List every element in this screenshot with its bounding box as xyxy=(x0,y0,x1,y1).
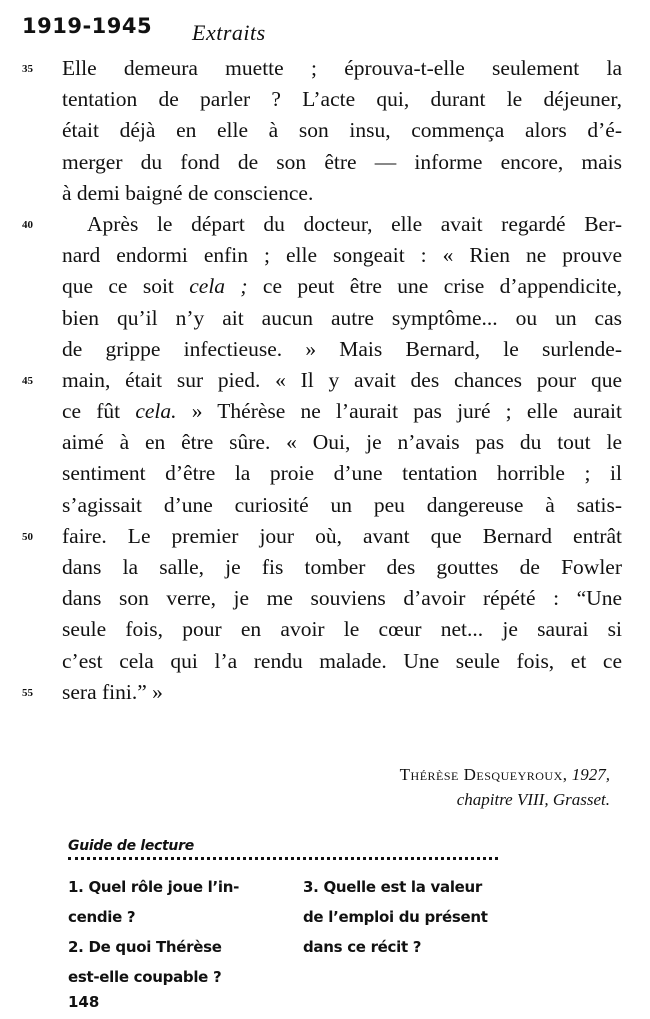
text-line xyxy=(62,583,622,614)
line-number: 35 xyxy=(22,63,33,75)
text-line xyxy=(62,396,622,427)
text-fragment: bien qu’il n’y ait aucun autre symptôme... ou un cas xyxy=(62,305,622,330)
guide-question-line: 3. Quelle est la valeur xyxy=(303,878,483,896)
text-fragment: Elle demeura muette ; éprouva-t-elle seulement la xyxy=(62,56,622,80)
guide-questions-right xyxy=(303,872,488,962)
source-citation xyxy=(400,762,610,812)
italic-fragment: cela. xyxy=(135,399,177,424)
text-fragment: Après le départ du docteur, elle avait regardé Ber- xyxy=(87,211,622,236)
text-fragment: ce peut être une crise d’appendicite, xyxy=(247,274,623,299)
source-work-line xyxy=(400,762,610,787)
text-line xyxy=(62,646,622,677)
text-fragment: aimé à en être sûre. « Oui, je n’avais pas du tout le xyxy=(62,430,622,455)
guide-question-line: est-elle coupable ? xyxy=(68,968,222,986)
text-fragment: de grippe infectieuse. » Mais Bernard, le surlende- xyxy=(62,336,622,361)
line-number: 55 xyxy=(22,686,33,699)
text-line xyxy=(62,271,622,302)
header-years: 1919-1945 xyxy=(22,14,153,38)
guide-question-line: 2. De quoi Thérèse xyxy=(68,938,222,956)
text-fragment: sentiment d’être la proie d’une tentation horrible ; il xyxy=(62,461,622,486)
guide-question-line: cendie ? xyxy=(68,908,136,926)
text-line xyxy=(62,240,622,271)
text-fragment: dans son verre, je me souviens d’avoir répété : “Une xyxy=(62,586,622,611)
text-line xyxy=(62,178,622,209)
text-fragment: c’est cela qui l’a rendu malade. Une seule fois, et ce xyxy=(62,648,622,673)
text-line xyxy=(22,53,622,84)
text-fragment: main, était sur pied. « Il y avait des chances pour que xyxy=(62,367,622,392)
line-number: 50 xyxy=(22,530,33,543)
guide-title: Guide de lecture xyxy=(68,838,194,854)
text-fragment: dans la salle, je fis tomber des gouttes de Fowler xyxy=(62,555,622,579)
text-line xyxy=(62,84,622,115)
text-fragment: tentation de parler ? L’acte qui, durant le déjeuner, xyxy=(62,87,622,112)
guide-dotted-rule xyxy=(68,857,498,860)
guide-question-line: dans ce récit ? xyxy=(303,938,422,956)
passage-text xyxy=(22,53,623,708)
text-line xyxy=(62,303,622,334)
text-line xyxy=(62,427,622,458)
text-line xyxy=(62,614,622,645)
text-fragment: s’agissait d’une curiosité un peu dangereuse à satis- xyxy=(62,492,622,517)
line-number: 40 xyxy=(22,218,33,231)
source-chapter-line xyxy=(400,787,610,812)
text-line xyxy=(62,334,622,365)
source-chapter: chapitre VIII, Grasset. xyxy=(456,790,610,809)
source-work: Thérèse Desqueyroux, xyxy=(399,765,568,784)
text-fragment: que ce soit xyxy=(62,274,190,299)
text-fragment: merger du fond de son être — informe encore, mais xyxy=(62,149,622,174)
text-line xyxy=(62,490,622,521)
line-number: 45 xyxy=(22,374,33,387)
text-fragment: sera fini.” » xyxy=(62,679,163,704)
text-line xyxy=(62,147,622,178)
page-number: 148 xyxy=(68,993,100,1011)
text-line xyxy=(22,209,622,240)
text-fragment: nard endormi enfin ; elle songeait : « Rien ne prouve xyxy=(62,243,622,268)
text-fragment: ce fût xyxy=(62,399,136,424)
guide-questions-left xyxy=(68,872,239,992)
text-fragment: était déjà en elle à son insu, commença alors d’é- xyxy=(62,118,622,143)
guide-question-line: 1. Quel rôle joue l’in- xyxy=(68,878,240,896)
italic-fragment: cela ; xyxy=(189,274,248,299)
text-line xyxy=(22,365,622,396)
text-fragment: seule fois, pour en avoir le cœur net... je saurai si xyxy=(62,617,622,642)
text-fragment: faire. Le premier jour où, avant que Bernard entrât xyxy=(62,523,622,548)
text-fragment: » Thérèse ne l’aurait pas juré ; elle aurait xyxy=(176,399,622,424)
reading-guide xyxy=(68,836,498,986)
text-line xyxy=(62,552,622,583)
source-year: 1927, xyxy=(571,765,610,784)
text-fragment: à demi baigné de conscience. xyxy=(62,180,314,205)
header-section: Extraits xyxy=(192,20,266,45)
text-line xyxy=(62,458,622,489)
guide-question-line: de l’emploi du présent xyxy=(303,908,488,926)
text-line xyxy=(22,521,622,552)
text-line xyxy=(62,115,622,146)
text-line xyxy=(22,677,622,708)
